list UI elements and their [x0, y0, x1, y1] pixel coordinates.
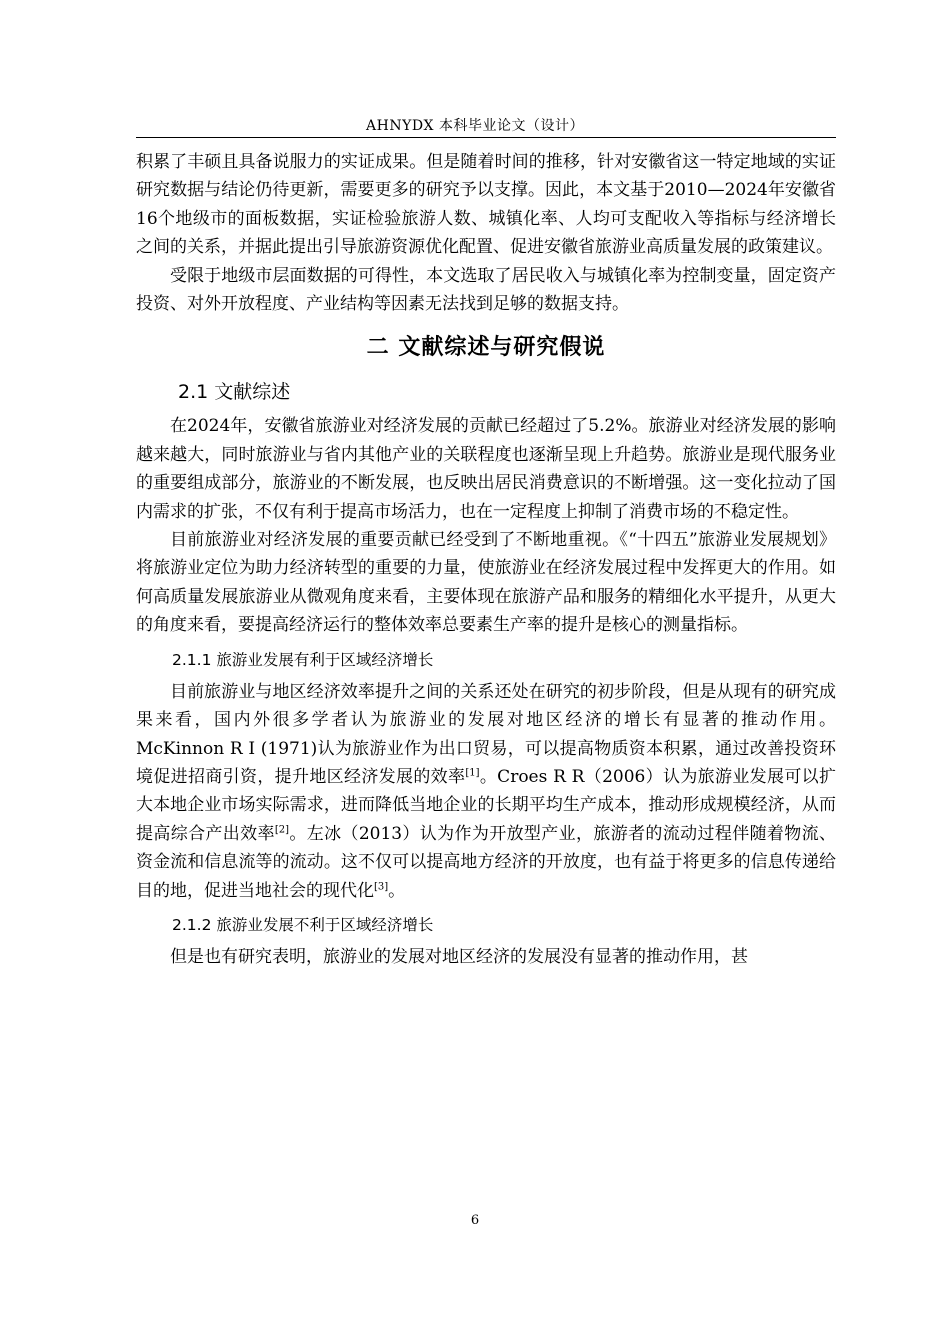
citation-ref-2: [2] — [274, 824, 290, 836]
paragraph-tourism-contribution: 在2024年，安徽省旅游业对经济发展的贡献已经超过了5.2%。旅游业对经济发展的影响越来越大，同时旅游业与省内其他产业的关联程度也逐渐呈现上升趋势。旅游业是现代服务业的重要组成部分，旅游业的不断发展，也反映出居民消费意识的不断增强。这一变化拉动了国内需求的扩张，不仅有利于提高市场活力，也在一定程度上抑制了消费市场的不稳定性。 — [136, 416, 836, 522]
citation-ref-3: [3] — [374, 880, 389, 892]
paragraph-text-segment: 。Croes R R（2006）认为旅游业发展可以扩大本地企业市场实际需求，进而降低当地企业的长期平均生产成本，推动形成规模经济，从而提高综合产出效率 — [136, 766, 837, 844]
document-body — [136, 148, 836, 971]
section-heading-2: 二 文献综述与研究假说 — [366, 335, 606, 361]
paragraph-text-segment: 目前旅游业与地区经济效率提升之间的关系还处在研究的初步阶段，但是从现有的研究成果来看，国内外很多学者认为旅游业的发展对地区经济的增长有显著的推动作用。McKinnon R I (1971)认为旅游业作为出口贸易，可以提高物质资本积累，通过改善投资环境促进招商引资，提升地区经济发展的效率 — [136, 681, 836, 787]
paragraph-text-segment: 。 — [388, 880, 406, 901]
page-number: 6 — [470, 1213, 480, 1228]
subsection-heading-2-1: 2.1 文献综述 — [178, 381, 291, 404]
running-header: AHNYDX 本科毕业论文（设计） — [366, 118, 584, 134]
paragraph-continuation: 积累了丰硕且具备说服力的实证成果。但是随着时间的推移，针对安徽省这一特定地域的实证研究数据与结论仍待更新，需要更多的研究予以支撑。因此，本文基于2010—2024年安徽省16个地级市的面板数据，实证检验旅游人数、城镇化率、人均可支配收入等指标与经济增长之间的关系，并据此提出引导旅游资源优化配置、促进安徽省旅游业高质量发展的政策建议。 — [136, 152, 836, 258]
paragraph-text-segment: 。左冰（2013）认为作为开放型产业，旅游者的流动过程伴随着物流、资金流和信息流等的流动。这不仅可以提高地方经济的开放度，也有益于将更多的信息传递给目的地，促进当地社会的现代化 — [136, 823, 837, 901]
paragraph-data-limitation: 受限于地级市层面数据的可得性，本文选取了居民收入与城镇化率为控制变量，固定资产投资、对外开放程度、产业结构等因素无法找到足够的数据支持。 — [136, 265, 836, 315]
subsection-heading-2-1-2: 2.1.2 旅游业发展不利于区域经济增长 — [172, 915, 434, 934]
paragraph-negative-effects: 但是也有研究表明，旅游业的发展对地区经济的发展没有显著的推动作用，甚 — [170, 946, 748, 967]
subsection-heading-2-1-1: 2.1.1 旅游业发展有利于区域经济增长 — [172, 650, 434, 669]
header-rule — [136, 137, 836, 138]
paragraph-policy-importance: 目前旅游业对经济发展的重要贡献已经受到了不断地重视。《“十四五”旅游业发展规划》将旅游业定位为助力经济转型的重要的力量，使旅游业在经济发展过程中发挥更大的作用。如何高质量发展旅游业从微观角度来看，主要体现在旅游产品和服务的精细化水平提升，从更大的角度来看，要提高经济运行的整体效率总要素生产率的提升是核心的测量指标。 — [136, 530, 836, 636]
citation-ref-1: [1] — [465, 767, 480, 779]
paragraph-positive-effects — [136, 678, 836, 905]
